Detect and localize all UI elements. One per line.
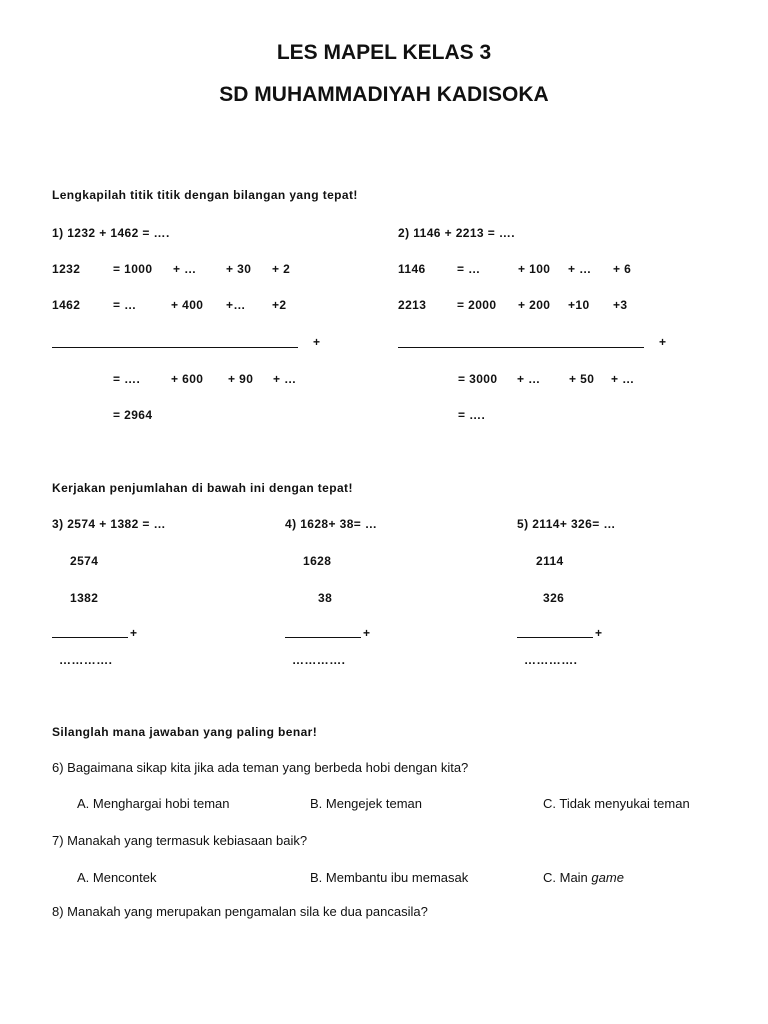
- section2-instruction: Kerjakan penjumlahan di bawah ini dengan tepat!: [52, 481, 353, 495]
- q7-option-a[interactable]: A. Mencontek: [77, 870, 157, 885]
- q1-row1-tens: + 30: [226, 262, 252, 276]
- q2-row1-tens: + …: [568, 262, 592, 276]
- q1-row2-ones: +2: [272, 298, 287, 312]
- q6-option-c[interactable]: C. Tidak menyukai teman: [543, 796, 690, 811]
- q3-top-number: 2574: [70, 554, 99, 568]
- q1-row1-num: 1232: [52, 262, 81, 276]
- q5-sum-line: [517, 637, 593, 638]
- q2-plus-sign: +: [659, 335, 667, 349]
- q1-row2-tens: +…: [226, 298, 246, 312]
- q4-plus-sign: +: [363, 626, 371, 640]
- q3-label: 3) 2574 + 1382 = …: [52, 517, 166, 531]
- q2-row1-thousands: = …: [457, 262, 481, 276]
- q1-row2-thousands: = …: [113, 298, 137, 312]
- q7-option-c[interactable]: [543, 870, 624, 886]
- school-name: SD MUHAMMADIYAH KADISOKA: [219, 83, 549, 106]
- section1-instruction: Lengkapilah titik titik dengan bilangan yang tepat!: [52, 188, 358, 202]
- q5-label: 5) 2114+ 326= …: [517, 517, 616, 531]
- q3-sum-line: [52, 637, 128, 638]
- q6-question: 6) Bagaimana sikap kita jika ada teman yang berbeda hobi dengan kita?: [52, 760, 469, 775]
- q2-row2-thousands: = 2000: [457, 298, 497, 312]
- q2-row1-ones: + 6: [613, 262, 632, 276]
- section3-instruction: Silanglah mana jawaban yang paling benar!: [52, 725, 318, 739]
- q7-option-b[interactable]: B. Membantu ibu memasak: [310, 870, 469, 885]
- q5-answer-blank: ………….: [524, 653, 578, 667]
- q1-row3-tens: + 90: [228, 372, 254, 386]
- q1-sum-line: [52, 347, 298, 348]
- q5-plus-sign: +: [595, 626, 603, 640]
- q7-option-c-italic: game: [591, 870, 624, 885]
- q4-answer-blank: ………….: [292, 653, 346, 667]
- q1-row1-ones: + 2: [272, 262, 291, 276]
- q7-question: 7) Manakah yang termasuk kebiasaan baik?: [52, 833, 308, 848]
- q2-row2-tens: +10: [568, 298, 590, 312]
- q1-row1-thousands: = 1000: [113, 262, 153, 276]
- q6-option-a[interactable]: A. Menghargai hobi teman: [77, 796, 230, 811]
- q1-row2-num: 1462: [52, 298, 81, 312]
- q2-sum-line: [398, 347, 644, 348]
- page-title: LES MAPEL KELAS 3: [276, 41, 492, 64]
- q2-row3-hundreds: + …: [517, 372, 541, 386]
- q8-question: 8) Manakah yang merupakan pengamalan sila ke dua pancasila?: [52, 904, 428, 919]
- q4-sum-line: [285, 637, 361, 638]
- q2-row2-ones: +3: [613, 298, 628, 312]
- q1-label: 1) 1232 + 1462 = ….: [52, 226, 170, 240]
- q7-option-c-prefix: C. Main: [543, 870, 592, 885]
- q1-result: = 2964: [113, 408, 153, 422]
- q1-row1-hundreds: + …: [173, 262, 197, 276]
- q3-bottom-number: 1382: [70, 591, 99, 605]
- q4-top-number: 1628: [303, 554, 332, 568]
- q2-row1-hundreds: + 100: [518, 262, 551, 276]
- q2-row3-ones: + …: [611, 372, 635, 386]
- q2-row1-num: 1146: [398, 262, 426, 276]
- q1-row3-thousands: = ….: [113, 372, 141, 386]
- q2-row2-hundreds: + 200: [518, 298, 551, 312]
- q1-plus-sign: +: [313, 335, 321, 349]
- q1-row3-hundreds: + 600: [171, 372, 204, 386]
- q2-row3-tens: + 50: [569, 372, 595, 386]
- q4-bottom-number: 38: [318, 591, 333, 605]
- q2-result: = ….: [458, 408, 486, 422]
- q2-row3-thousands: = 3000: [458, 372, 498, 386]
- q1-row2-hundreds: + 400: [171, 298, 204, 312]
- q3-plus-sign: +: [130, 626, 138, 640]
- q6-option-b[interactable]: B. Mengejek teman: [310, 796, 423, 811]
- q3-answer-blank: ………….: [59, 653, 113, 667]
- q5-bottom-number: 326: [543, 591, 565, 605]
- q4-label: 4) 1628+ 38= …: [285, 517, 378, 531]
- q1-row3-ones: + …: [273, 372, 297, 386]
- q2-row2-num: 2213: [398, 298, 427, 312]
- q2-label: 2) 1146 + 2213 = ….: [398, 226, 516, 240]
- q5-top-number: 2114: [536, 554, 564, 568]
